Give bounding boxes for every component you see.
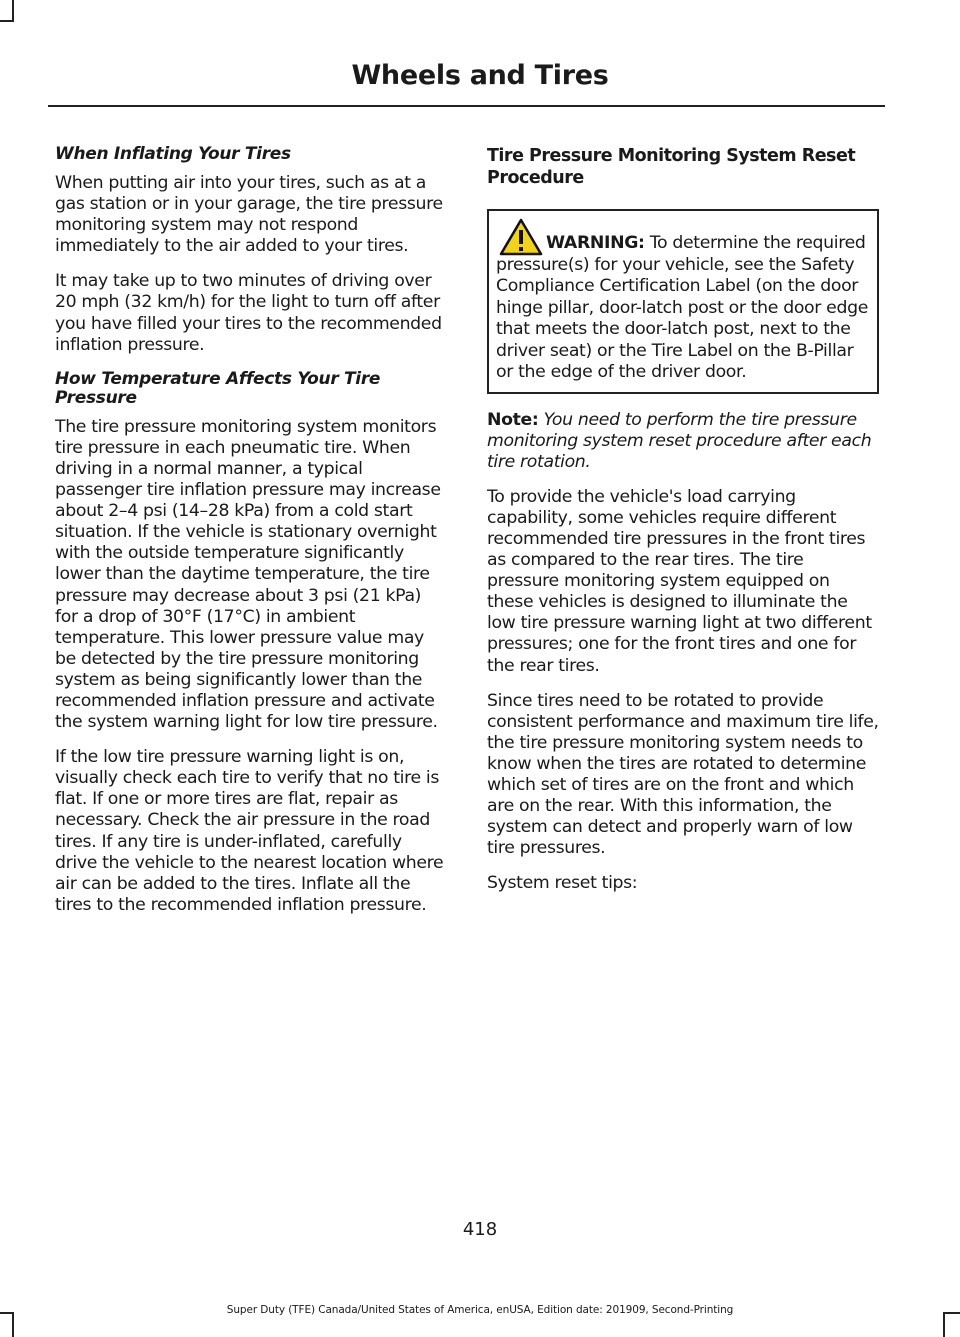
heading-inflating: When Inflating Your Tires (55, 144, 291, 164)
footer-edition-info: Super Duty (TFE) Canada/United States of America, enUSA, Edition date: 201909, Second-Printing (226, 1304, 734, 1316)
left-column (55, 145, 447, 930)
heading-reset-procedure: Tire Pressure Monitoring System Reset Procedure (487, 146, 856, 188)
header-rule (48, 105, 885, 107)
paragraph-temperature-1: The tire pressure monitoring system monitors tire pressure in each pneumatic tire. When driving in a normal manner, a typical passenger tire inflation pressure may increase about 2–4 psi (14–28 kPa) from a cold start situation. If the vehicle is stationary overnight with the outside temperature significantly lower than the daytime temperature, the tire pressure may decrease about 3 psi (21 kPa) for a drop of 30°F (17°C) in ambient temperature. This lower pressure value may be detected by the tire pressure monitoring system as being significantly lower than the recommended inflation pressure and activate the system warning light for low tire pressure. (55, 416, 441, 733)
note-text: You need to perform the tire pressure monitoring system reset procedure after each tire rotation. (487, 409, 872, 472)
warning-label: WARNING: (546, 233, 645, 253)
right-column (487, 145, 879, 908)
paragraph-reset-1: To provide the vehicle's load carrying capability, some vehicles require different recommended tire pressures in the front tires as compared to the rear tires. The tire pressure monitoring system equipped on these vehicles is designed to illuminate the low tire pressure warning light at two different pressures; one for the front tires and one for the rear tires. (487, 486, 872, 676)
paragraph-inflating-1: When putting air into your tires, such as at a gas station or in your garage, the tire pressure monitoring system may not respond immediately to the air added to your tires. (55, 173, 443, 257)
note-label: Note: (487, 409, 539, 430)
page-number: 418 (462, 1219, 498, 1240)
warning-triangle-icon (499, 218, 543, 256)
paragraph-inflating-2: It may take up to two minutes of driving over 20 mph (32 km/h) for the light to turn off after you have filled your tires to the recommended inflation pressure. (55, 271, 442, 355)
paragraph-temperature-2: If the low tire pressure warning light is on, visually check each tire to verify that no tire is flat. If one or more tires are flat, repair as necessary. Check the air pressure in the road tires. If any tire is under-inflated, carefully drive the vehicle to the nearest location where air can be added to the tires. Inflate all the tires to the recommended inflation pressure. (55, 747, 444, 915)
warning-box (487, 209, 879, 394)
paragraph-reset-3: System reset tips: (487, 873, 638, 894)
crop-mark-top-left-horizontal (0, 20, 14, 22)
crop-mark-top-left-vertical (12, 0, 14, 22)
page-title: Wheels and Tires (351, 60, 609, 91)
warning-text: To determine the required pressure(s) for your vehicle, see the Safety Compliance Certification Label (on the door hinge pillar, door-latch post or the door edge that meets the door-latch post, next to the driver seat) or the Tire Label on the B-Pillar or the edge of the driver door. (496, 233, 868, 382)
note (487, 410, 879, 473)
paragraph-reset-2: Since tires need to be rotated to provide consistent performance and maximum tire life, the tire pressure monitoring system needs to know when the tires are rotated to determine which set of tires are on the front and which are on the rear. With this information, the system can detect and properly warn of low tire pressures. (487, 690, 879, 859)
heading-temperature: How Temperature Affects Your Tire Pressure (55, 368, 381, 408)
